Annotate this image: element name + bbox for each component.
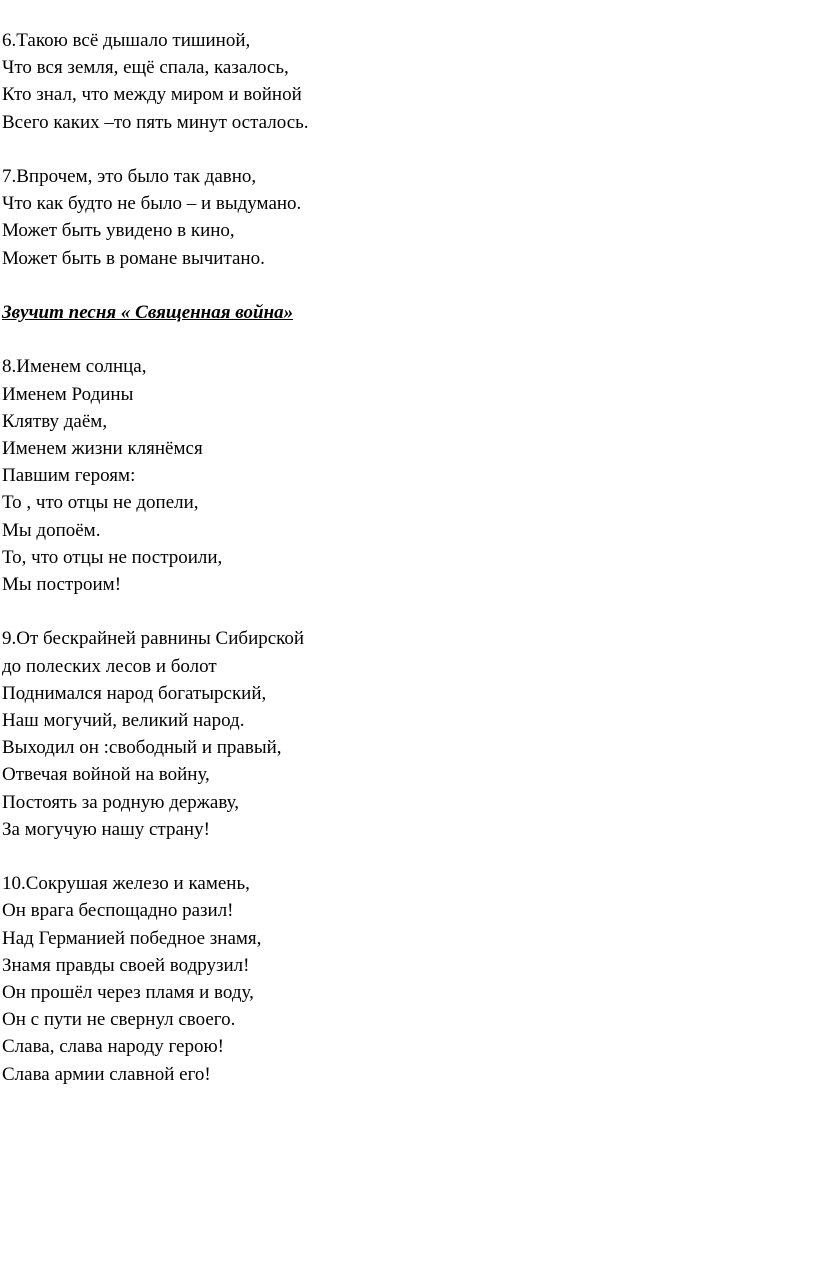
poem-line: Выходил он :свободный и правый,	[2, 737, 282, 759]
poem-line: 10.Сокрушая железо и камень,	[2, 873, 250, 895]
poem-line: Он врага беспощадно разил!	[2, 900, 234, 922]
poem-line: Кто знал, что между миром и войной	[2, 84, 302, 106]
poem-line: То, что отцы не построили,	[2, 546, 223, 568]
poem-line: Что как будто не было – и выдумано.	[2, 193, 302, 215]
poem-line: За могучую нашу страну!	[2, 818, 210, 840]
poem-line: Может быть увидено в кино,	[2, 220, 235, 242]
poem-line: Наш могучий, великий народ.	[2, 710, 245, 732]
poem-line: Всего каких –то пять минут осталось.	[2, 111, 309, 133]
poem-line: Что вся земля, ещё спала, казалось,	[2, 57, 289, 79]
poem-line: Он с пути не свернул своего.	[2, 1009, 236, 1031]
poem-line: Именем жизни клянёмся	[2, 438, 203, 459]
poem-line: 6.Такою всё дышало тишиной,	[2, 30, 251, 51]
poem-line: Слава армии славной его!	[2, 1063, 211, 1085]
poem-line: Мы допоём.	[2, 519, 101, 541]
poem-line: 8.Именем солнца,	[2, 356, 147, 378]
stanza-9	[2, 625, 702, 843]
stanza-7	[2, 163, 702, 272]
poem-line: 7.Впрочем, это было так давно,	[2, 166, 257, 187]
poem-line: Он прошёл через пламя и воду,	[2, 982, 254, 1004]
stanza-8	[2, 353, 702, 598]
poem-line: То , что отцы не допели,	[2, 492, 199, 514]
poem-line: Над Германией победное знамя,	[2, 927, 262, 949]
poem-line: Постоять за родную державу,	[2, 791, 240, 813]
poem-line: Именем Родины	[2, 383, 134, 405]
poem-line: Павшим героям:	[2, 465, 136, 487]
song-heading: Звучит песня « Священная война»	[2, 302, 294, 323]
poem-text	[2, 27, 702, 1115]
poem-line: Отвечая войной на войну,	[2, 764, 210, 786]
poem-line: Может быть в романе вычитано.	[2, 247, 265, 269]
poem-line: 9.От бескрайней равнины Сибирской	[2, 628, 305, 650]
poem-line: до полеских лесов и болот	[2, 655, 217, 677]
poem-line: Мы построим!	[2, 574, 122, 596]
poem-line: Знамя правды своей водрузил!	[2, 954, 250, 976]
stanza-6	[2, 27, 702, 136]
poem-line: Поднимался народ богатырский,	[2, 682, 267, 704]
poem-line: Клятву даём,	[2, 410, 108, 432]
stanza-10	[2, 870, 702, 1088]
poem-line: Слава, слава народу герою!	[2, 1036, 224, 1058]
